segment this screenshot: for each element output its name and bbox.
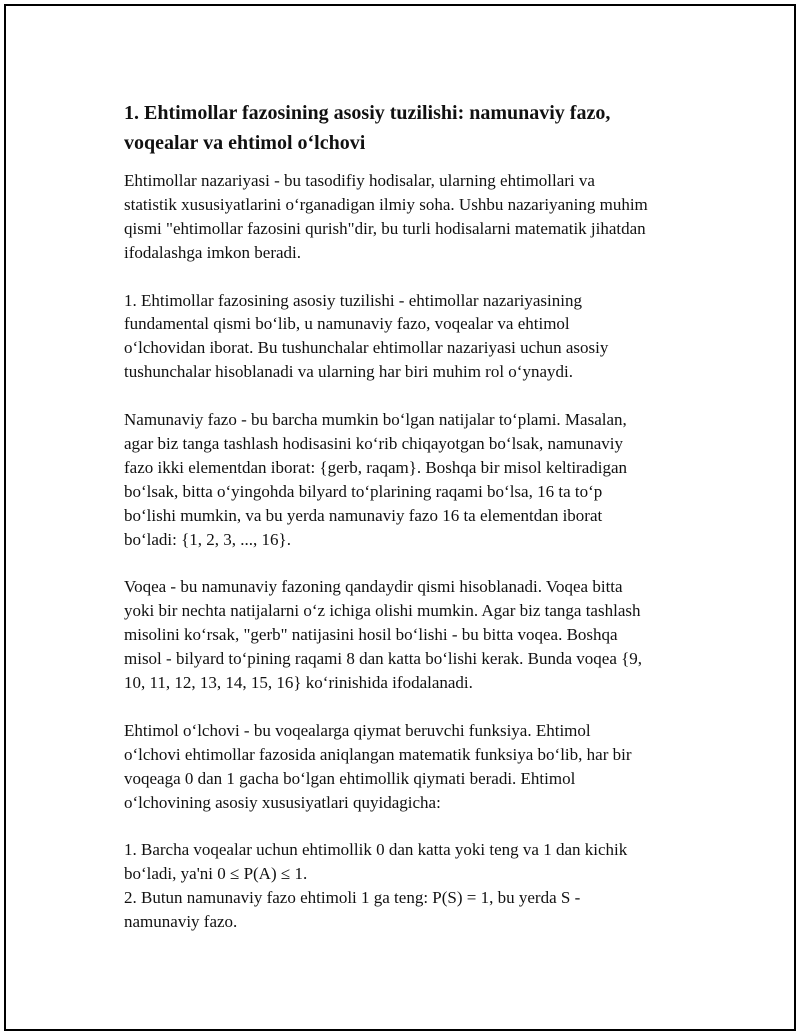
paragraph-spacer bbox=[124, 265, 694, 289]
document-title bbox=[124, 98, 694, 158]
paragraph-line: 1. Barcha voqealar uchun ehtimollik 0 dan katta yoki teng va 1 dan kichik bbox=[124, 840, 628, 860]
paragraph-line: qismi "ehtimollar fazosini qurish"dir, bu turli hodisalarni matematik jihatdan bbox=[124, 218, 646, 238]
paragraph-spacer bbox=[124, 384, 694, 408]
title-line: 1. Ehtimollar fazosining asosiy tuzilishi: namunaviy fazo, bbox=[124, 102, 611, 124]
paragraph-line: 10, 11, 12, 13, 14, 15, 16} ko‘rinishida ifodalanadi. bbox=[124, 672, 473, 692]
paragraph-line: Namunaviy fazo - bu barcha mumkin bo‘lgan natijalar to‘plami. Masalan, bbox=[124, 410, 627, 430]
page-border bbox=[4, 4, 796, 1031]
paragraph-line: voqeaga 0 dan 1 gacha bo‘lgan ehtimollik qiymati beradi. Ehtimol bbox=[124, 768, 576, 788]
paragraph-line: fundamental qismi bo‘lib, u namunaviy fazo, voqealar va ehtimol bbox=[124, 314, 570, 334]
paragraph-line: o‘lchovidan iborat. Bu tushunchalar ehtimollar nazariyasi uchun asosiy bbox=[124, 338, 609, 358]
paragraph-line: namunaviy fazo. bbox=[124, 912, 238, 932]
paragraph-spacer bbox=[124, 814, 694, 838]
paragraph-line: Voqea - bu namunaviy fazoning qandaydir qismi hisoblanadi. Voqea bitta bbox=[124, 577, 623, 597]
paragraph-line: bo‘ladi, ya'ni 0 ≤ P(A) ≤ 1. bbox=[124, 864, 308, 884]
paragraph-line: 2. Butun namunaviy fazo ehtimoli 1 ga teng: P(S) = 1, bu yerda S - bbox=[124, 888, 581, 908]
paragraph-line: statistik xususiyatlarini o‘rganadigan ilmiy soha. Ushbu nazariyaning muhim bbox=[124, 194, 648, 214]
paragraph-line: yoki bir nechta natijalarni o‘z ichiga olishi mumkin. Agar biz tanga tashlash bbox=[124, 601, 641, 621]
paragraph-spacer bbox=[124, 695, 694, 719]
paragraph-line: 1. Ehtimollar fazosining asosiy tuzilishi - ehtimollar nazariyasining bbox=[124, 290, 582, 310]
paragraph-line: bo‘lishi mumkin, va bu yerda namunaviy fazo 16 ta elementdan iborat bbox=[124, 505, 603, 525]
paragraph-line: tushunchalar hisoblanadi va ularning har biri muhim rol o‘ynaydi. bbox=[124, 362, 573, 382]
paragraph-spacer bbox=[124, 551, 694, 575]
paragraph-line: Ehtimol o‘lchovi - bu voqealarga qiymat beruvchi funksiya. Ehtimol bbox=[124, 720, 591, 740]
title-line: voqealar va ehtimol o‘lchovi bbox=[124, 132, 366, 154]
paragraph-line: agar biz tanga tashlash hodisasini ko‘rib chiqayotgan bo‘lsak, namunaviy bbox=[124, 433, 624, 453]
paragraph-line: o‘lchovi ehtimollar fazosida aniqlangan matematik funksiya bo‘lib, har bir bbox=[124, 744, 632, 764]
paragraph-line: o‘lchovining asosiy xususiyatlari quyidagicha: bbox=[124, 792, 441, 812]
document-text bbox=[124, 169, 694, 934]
paragraph-line: misolini ko‘rsak, "gerb" natijasini hosil bo‘lishi - bu bitta voqea. Boshqa bbox=[124, 625, 618, 645]
paragraph-line: bo‘ladi: {1, 2, 3, ..., 16}. bbox=[124, 529, 291, 549]
paragraph-line: bo‘lsak, bitta o‘yingohda bilyard to‘plarining raqami bo‘lsa, 16 ta to‘p bbox=[124, 481, 603, 501]
document-body bbox=[124, 98, 694, 934]
paragraph-line: Ehtimollar nazariyasi - bu tasodifiy hodisalar, ularning ehtimollari va bbox=[124, 171, 595, 190]
paragraph-line: misol - bilyard to‘pining raqami 8 dan katta bo‘lishi kerak. Bunda voqea {9, bbox=[124, 649, 643, 669]
paragraph-line: ifodalashga imkon beradi. bbox=[124, 242, 302, 262]
paragraph-line: fazo ikki elementdan iborat: {gerb, raqam}. Boshqa bir misol keltiradigan bbox=[124, 457, 628, 477]
